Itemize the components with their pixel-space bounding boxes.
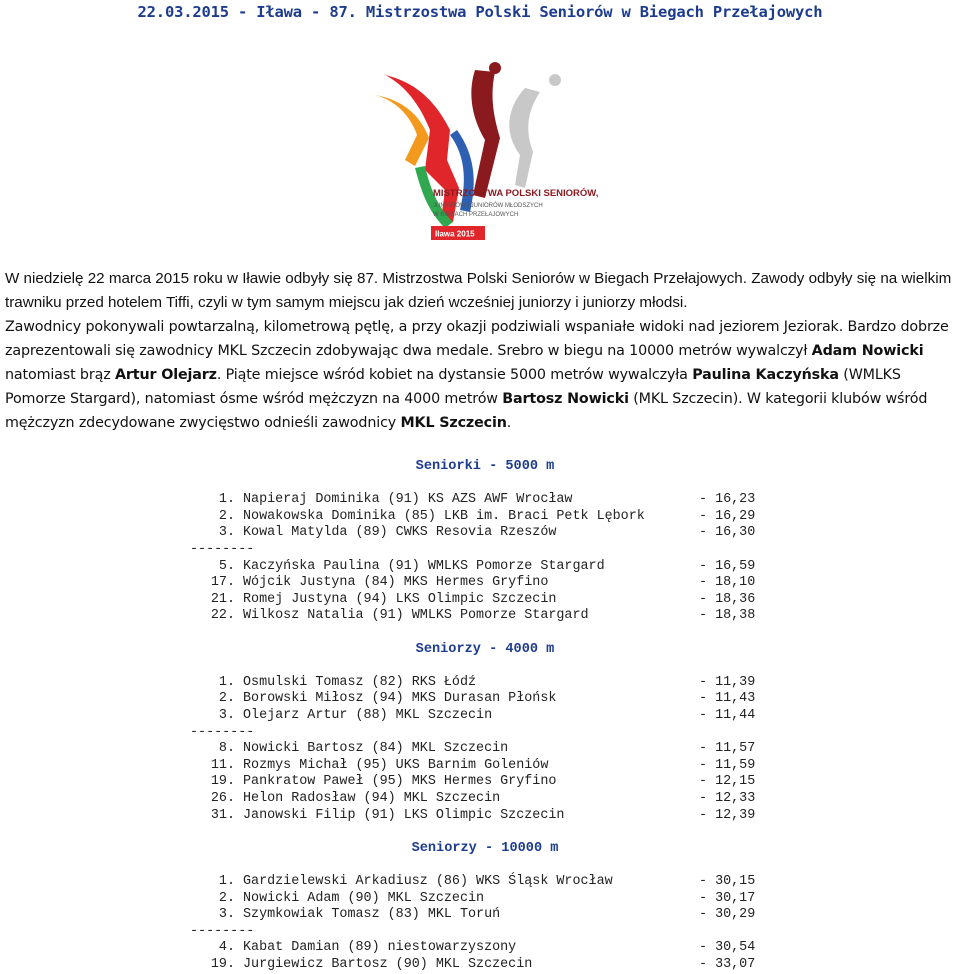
result-athlete: Janowski Filip (91) LKS Olimpic Szczecin bbox=[243, 807, 565, 823]
result-time: - 30,17 bbox=[699, 890, 756, 906]
result-time: - 11,44 bbox=[699, 708, 756, 723]
separator-text: -------- bbox=[190, 724, 255, 740]
result-place: 1. bbox=[218, 674, 235, 690]
result-place: 22. bbox=[210, 608, 235, 624]
article-text: Zawodnicy pokonywali powtarzalną, kilometrową pętlę, a przy okazji podziwiali wspaniałe widoki nad jeziorem Jeziorak. Bardzo dobrze zaprezentowali się zawodnicy MKL Szczecin zdobywając dwa medale. Srebro w biegu na 10000 metrów wywalczył bbox=[5, 319, 949, 359]
article-text: . Piąte miejsce wśród kobiet na dystansie 5000 metrów wywalczyła bbox=[216, 367, 693, 383]
result-athlete: Helon Radosław (94) MKL Szczecin bbox=[243, 791, 501, 806]
result-athlete: Rozmys Michał (95) UKS Barnim Goleniów bbox=[243, 757, 549, 773]
logo-line1: MISTRZOSTWA POLSKI SENIORÓW, bbox=[433, 188, 599, 199]
result-place: 19. bbox=[210, 774, 235, 790]
article-text: natomiast brąz bbox=[5, 367, 115, 383]
article-text: (WMLKS Pomorze Stargard), natomiast ósme wśród mężczyzn na 4000 metrów bbox=[5, 367, 901, 407]
result-place: 1. bbox=[218, 492, 235, 508]
result-time: - 33,07 bbox=[699, 957, 756, 972]
result-athlete: Nowicki Adam (90) MKL Szczecin bbox=[243, 890, 485, 906]
result-athlete: Nowicki Bartosz (84) MKL Szczecin bbox=[243, 741, 509, 757]
result-time: - 16,23 bbox=[699, 492, 756, 508]
result-place: 2. bbox=[218, 890, 235, 906]
result-place: 4. bbox=[218, 940, 235, 956]
result-time: - 11,43 bbox=[699, 691, 756, 707]
result-time: - 18,36 bbox=[699, 591, 756, 607]
section-title: Seniorzy - 4000 m bbox=[415, 641, 555, 657]
result-place: 11. bbox=[210, 757, 235, 773]
result-time: - 30,15 bbox=[699, 874, 756, 889]
result-time: - 11,39 bbox=[699, 674, 756, 690]
result-time: - 30,54 bbox=[699, 940, 756, 956]
article-paragraph-1: W niedzielę 22 marca 2015 roku w Iławie odbyły się 87. Mistrzostwa Polski Seniorów w Biegach Przełajowych. Zawody odbyły się na wielkim trawniku przed hotelem Tiffi, czyli w tym samym miejscu jak dzień wcześniej juniorzy i juniorzy młodsi. bbox=[5, 270, 952, 311]
result-place: 3. bbox=[218, 907, 235, 923]
section-title: Seniorki - 5000 m bbox=[415, 459, 555, 474]
separator-text: -------- bbox=[190, 542, 255, 557]
result-place: 19. bbox=[210, 957, 235, 972]
result-athlete: Osmulski Tomasz (82) RKS Łódź bbox=[243, 674, 477, 690]
result-time: - 11,57 bbox=[699, 741, 756, 757]
logo-line2: JUNIORÓW I JUNIORÓW MŁODSZYCH bbox=[433, 203, 543, 209]
result-athlete: Jurgiewicz Bartosz (90) MKL Szczecin bbox=[243, 957, 533, 972]
logo-badge-text: Iława 2015 bbox=[435, 229, 475, 239]
result-time: - 16,59 bbox=[699, 558, 756, 574]
result-time: - 11,59 bbox=[699, 757, 756, 773]
result-time: - 12,15 bbox=[699, 774, 756, 790]
result-time: - 18,38 bbox=[699, 608, 756, 624]
result-athlete: Szymkowiak Tomasz (83) MKL Toruń bbox=[243, 907, 501, 923]
result-time: - 16,30 bbox=[699, 525, 756, 541]
article-text: (MKL Szczecin). W kategorii klubów wśród mężczyzn zdecydowane zwycięstwo odnieśli zawodnicy bbox=[5, 391, 928, 431]
result-place: 17. bbox=[210, 575, 235, 591]
result-place: 8. bbox=[218, 741, 235, 757]
result-athlete: Olejarz Artur (88) MKL Szczecin bbox=[243, 708, 493, 723]
result-athlete: Wilkosz Natalia (91) WMLKS Pomorze Stargard bbox=[243, 608, 589, 624]
separator-text: -------- bbox=[190, 923, 255, 939]
result-place: 2. bbox=[218, 691, 235, 707]
highlight-name: Bartosz Nowicki bbox=[502, 391, 629, 407]
highlight-name: Adam Nowicki bbox=[811, 343, 924, 359]
result-place: 3. bbox=[218, 525, 235, 541]
result-place: 21. bbox=[210, 591, 235, 607]
result-athlete: Gardzielewski Arkadiusz (86) WKS Śląsk Wrocław bbox=[243, 874, 613, 889]
result-time: - 30,29 bbox=[699, 907, 756, 923]
article-body bbox=[5, 267, 955, 435]
result-place: 2. bbox=[218, 508, 235, 524]
result-athlete: Napieraj Dominika (91) KS AZS AWF Wrocław bbox=[243, 492, 573, 508]
result-athlete: Kabat Damian (89) niestowarzyszony bbox=[243, 940, 517, 956]
result-time: - 16,29 bbox=[699, 508, 756, 524]
article-paragraph-2 bbox=[5, 315, 955, 435]
article-text: . bbox=[506, 415, 512, 431]
result-athlete: Kowal Matylda (89) CWKS Resovia Rzeszów bbox=[243, 525, 557, 541]
result-athlete: Romej Justyna (94) LKS Olimpic Szczecin bbox=[243, 591, 557, 607]
result-time: - 12,39 bbox=[699, 807, 756, 823]
result-time: - 12,33 bbox=[699, 791, 756, 806]
highlight-name: Paulina Kaczyńska bbox=[692, 367, 839, 383]
result-time: - 18,10 bbox=[699, 575, 756, 591]
result-athlete: Pankratow Paweł (95) MKS Hermes Gryfino bbox=[243, 774, 557, 790]
logo-line3: W BIEGACH PRZEŁAJOWYCH bbox=[433, 212, 519, 218]
result-athlete: Borowski Miłosz (94) MKS Durasan Płońsk bbox=[243, 691, 557, 707]
page-title: 22.03.2015 - Iława - 87. Mistrzostwa Polski Seniorów w Biegach Przełajowych bbox=[137, 3, 823, 21]
result-place: 26. bbox=[210, 791, 235, 806]
result-athlete: Nowakowska Dominika (85) LKB im. Braci Petk Lębork bbox=[243, 508, 645, 524]
highlight-name: Artur Olejarz bbox=[114, 367, 217, 383]
result-place: 31. bbox=[210, 807, 235, 823]
highlight-club: MKL Szczecin bbox=[400, 415, 507, 431]
result-place: 1. bbox=[218, 874, 235, 889]
result-athlete: Wójcik Justyna (84) MKS Hermes Gryfino bbox=[243, 575, 549, 591]
section-title: Seniorzy - 10000 m bbox=[411, 840, 559, 856]
result-place: 3. bbox=[218, 708, 235, 723]
championship-logo bbox=[355, 60, 625, 250]
result-athlete: Kaczyńska Paulina (91) WMLKS Pomorze Stargard bbox=[243, 558, 605, 574]
result-place: 5. bbox=[218, 558, 235, 574]
